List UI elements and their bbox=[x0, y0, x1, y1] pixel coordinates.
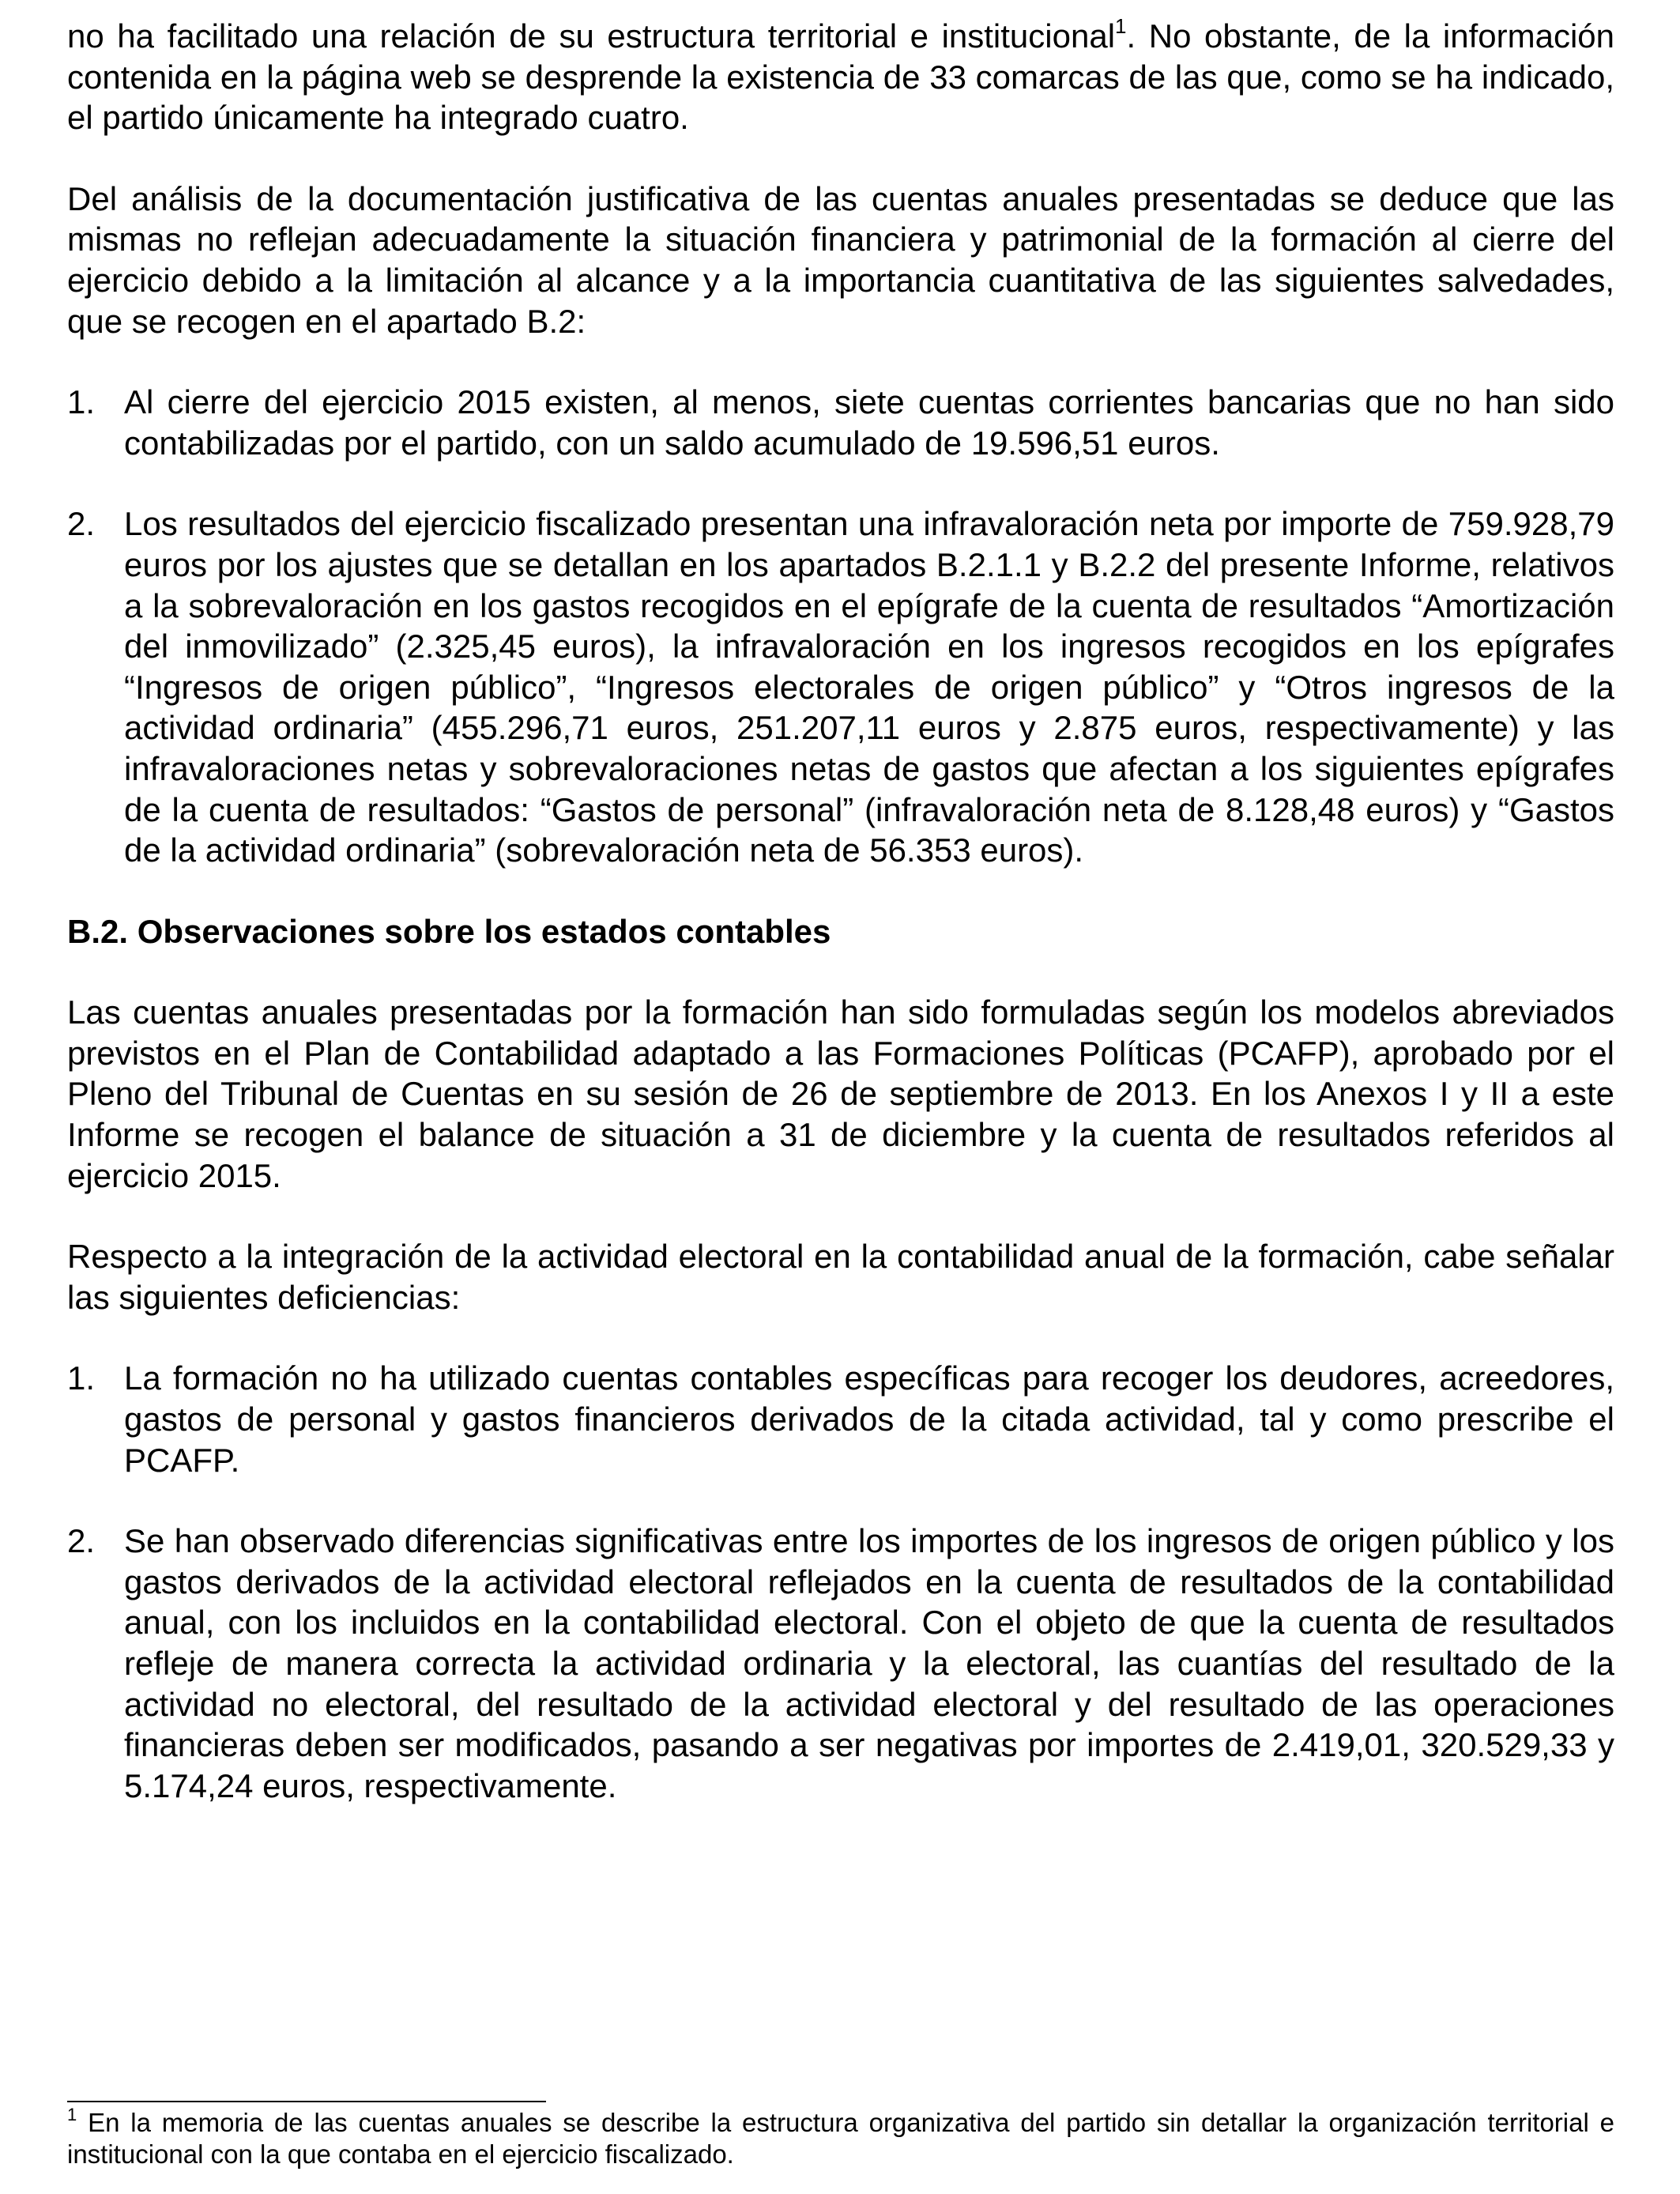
list-item-salvedad-1 bbox=[67, 382, 1614, 463]
paragraph-text-continued: . No obstante, de la información contenida en la página web se desprende la existencia de 33 comarcas de las que, como se ha indicado, el partido únicamente ha integrado cuatro. bbox=[67, 17, 1614, 137]
list-number: 2. bbox=[67, 505, 96, 543]
paragraph-cuentas-anuales: Las cuentas anuales presentadas por la formación han sido formuladas según los modelos abreviados previstos en el Plan de Contabilidad adaptado a las Formaciones Políticas (PCAFP), aprobado por el Pleno del Tribunal de Cuentas en su sesión de 26 de septiembre de 2013. En los Anexos I y II a este Informe se recogen el balance de situación a 31 de diciembre y la cuenta de resultados referidos al ejercicio 2015. bbox=[67, 993, 1614, 1194]
list-item-deficiencia-1 bbox=[67, 1358, 1614, 1480]
list-number: 1. bbox=[67, 1359, 96, 1397]
footnote-divider bbox=[67, 2101, 546, 2102]
list-text: Se han observado diferencias significativas entre los importes de los ingresos de origen público y los gastos derivados de la actividad electoral reflejados en la cuenta de resultados de la contabilidad anual, con los incluidos en la contabilidad electoral. Con el objeto de que la cuenta de resultados refleje de manera correcta la actividad ordinaria y la electoral, las cuantías del resultado de la actividad no electoral, del resultado de la actividad electoral y del resultado de las operaciones financieras deben ser modificados, pasando a ser negativas por importes de 2.419,01, 320.529,33 y 5.174,24 euros, respectivamente. bbox=[124, 1522, 1614, 1804]
paragraph-actividad-electoral: Respecto a la integración de la actividad electoral en la contabilidad anual de la formación, cabe señalar las siguientes deficiencias: bbox=[67, 1238, 1614, 1316]
footnote bbox=[67, 2107, 1614, 2170]
paragraph-text: no ha facilitado una relación de su estructura territorial e institucional bbox=[67, 17, 1116, 55]
footnote-text: En la memoria de las cuentas anuales se describe la estructura organizativa del partido sin detallar la organización territorial e institucional con la que contaba en el ejercicio fiscalizado. bbox=[67, 2108, 1614, 2169]
list-text: Los resultados del ejercicio fiscalizado presentan una infravaloración neta por importe de 759.928,79 euros por los ajustes que se detallan en los apartados B.2.1.1 y B.2.2 del presente Informe, relativos a la sobrevaloración en los gastos recogidos en el epígrafe de la cuenta de resultados “Amortización del inmovilizado” (2.325,45 euros), la infravaloración en los ingresos recogidos en los epígrafes “Ingresos de origen público”, “Ingresos electorales de origen público” y “Otros ingresos de la actividad ordinaria” (455.296,71 euros, 251.207,11 euros y 2.875 euros, respectivamente) y las infravaloraciones netas y sobrevaloraciones netas de gastos que afectan a los siguientes epígrafes de la cuenta de resultados: “Gastos de personal” (infravaloración neta de 8.128,48 euros) y “Gastos de la actividad ordinaria” (sobrevaloración neta de 56.353 euros). bbox=[124, 505, 1614, 869]
footnote-number: 1 bbox=[67, 2105, 77, 2124]
footnote-reference: 1 bbox=[1115, 14, 1127, 38]
document-body bbox=[67, 16, 1614, 1846]
list-item-deficiencia-2 bbox=[67, 1521, 1614, 1806]
list-number: 2. bbox=[67, 1522, 96, 1560]
list-text: Al cierre del ejercicio 2015 existen, al menos, siete cuentas corrientes bancarias que no han sido contabilizadas por el partido, con un saldo acumulado de 19.596,51 euros. bbox=[124, 383, 1614, 462]
paragraph-analysis: Del análisis de la documentación justificativa de las cuentas anuales presentadas se deduce que las mismas no reflejan adecuadamente la situación financiera y patrimonial de la formación al cierre del ejercicio debido a la limitación al alcance y a la importancia cuantitativa de las siguientes salvedades, que se recogen en el apartado B.2: bbox=[67, 179, 1614, 340]
list-number: 1. bbox=[67, 383, 96, 421]
section-heading: B.2. Observaciones sobre los estados contables bbox=[67, 912, 831, 950]
list-text: La formación no ha utilizado cuentas contables específicas para recoger los deudores, acreedores, gastos de personal y gastos financieros derivados de la citada actividad, tal y como prescribe el PCAFP. bbox=[124, 1359, 1614, 1479]
list-item-salvedad-2 bbox=[67, 503, 1614, 870]
paragraph-structure-territorial bbox=[67, 16, 1614, 138]
